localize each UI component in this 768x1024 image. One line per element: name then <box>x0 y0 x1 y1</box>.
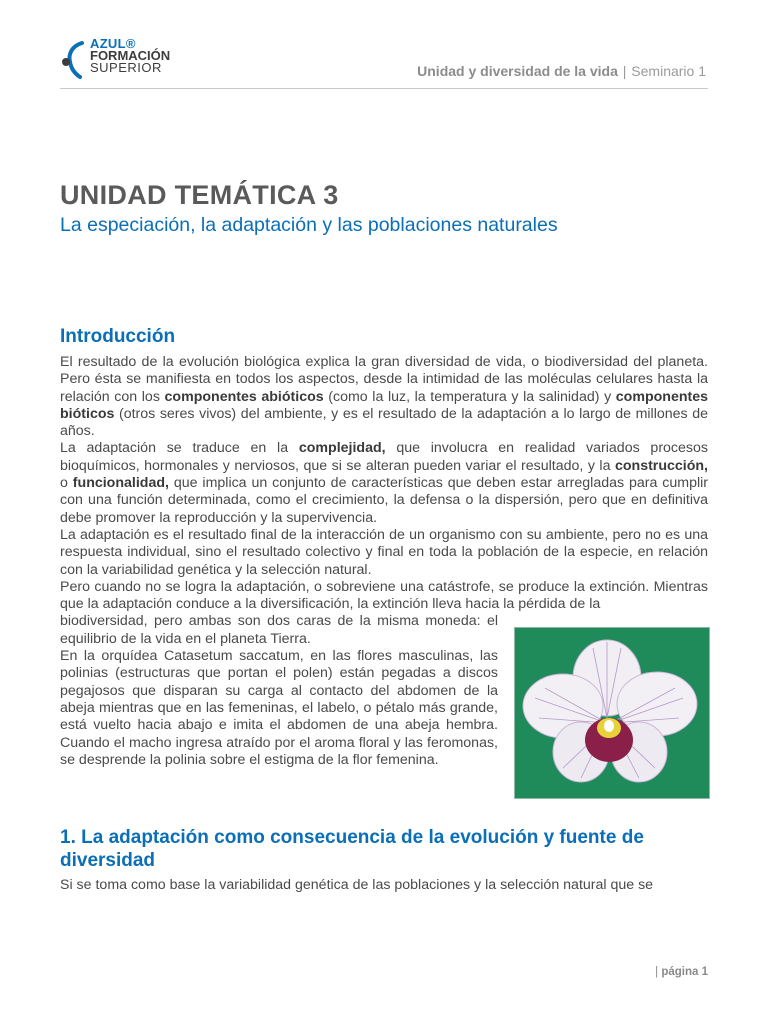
term-construccion: construcción, <box>614 457 708 474</box>
text-run: que implica un conjunto de características que deben estar arregladas para cumplir con una función determinada, como el crecimiento, la defensa o la dispersión, pero que en definitiva debe promover la reproducción y la supervivencia. <box>60 475 708 526</box>
text-run: (como la luz, la temperatura y la salinidad) y <box>323 388 616 405</box>
orchid-photo <box>514 627 710 799</box>
term-complejidad: complejidad, <box>298 440 386 457</box>
logo[interactable] <box>60 36 180 82</box>
text-run: que involucra en realidad variados procesos bioquímicos, hormonales y nerviosos, que si se alteran pueden variar el resultado, y la <box>60 440 708 474</box>
unit-subtitle: La especiación, la adaptación y las poblaciones naturales <box>60 214 558 236</box>
text-run: La adaptación se traduce en la <box>60 440 299 457</box>
logo-line-azul: AZUL® <box>90 36 136 51</box>
term-abioticos: componentes abióticos <box>164 388 324 405</box>
section-1-body <box>60 877 708 894</box>
page-number: página 1 <box>661 966 708 978</box>
seminar-label: Seminario 1 <box>631 63 706 79</box>
footer-separator: | <box>655 966 659 978</box>
orchid-lip <box>585 718 633 762</box>
section-1-heading: 1. La adaptación como consecuencia de la evolución y fuente de diversidad <box>60 827 644 871</box>
intro-paragraph-5: En la orquídea Catasetum saccatum, en las flores masculinas, las polinias (estructuras que portan el polen) están pegadas a discos pegajosos que disparan su carga al contacto del abdomen de la abeja mientras que en las femeninas, el labelo, o pétalo más grande, está vuelto hacia abajo e imita el abdomen de una abeja hembra. Cuando el macho ingresa atraído por el aroma floral y las feromonas, se desprende la polinia sobre el estigma de la flor femenina. <box>60 648 498 768</box>
intro-heading: Introducción <box>60 326 176 347</box>
intro-paragraph-2 <box>60 440 708 526</box>
running-header <box>417 63 706 79</box>
text-run: o <box>60 475 73 492</box>
text-run: (otros seres vivos) del ambiente, y es el resultado de la adaptación a lo largo de millones de años. <box>60 405 708 440</box>
intro-paragraph-3: La adaptación es el resultado final de la interacción de un organismo con su ambiente, pero no es una respuesta individual, sino el resultado colectivo y final en toda la población de la especie, en relación con la variabilidad genética y la selección natural. <box>60 526 708 578</box>
unit-title: UNIDAD TEMÁTICA 3 <box>60 180 339 210</box>
term-bioticos: componentes bióticos <box>60 388 709 422</box>
logo-line-superior: SUPERIOR <box>90 60 162 75</box>
header-separator: | <box>622 63 627 79</box>
logo-line-formacion: FORMACIÓN <box>90 48 171 63</box>
intro-paragraph-4: Pero cuando no se logra la adaptación, o sobreviene una catástrofe, se produce la extinción. Mientras que la adaptación conduce a la diversificación, la extinción lleva hacia la pérdida de la <box>60 578 708 613</box>
page-header <box>60 36 708 89</box>
section-1-paragraph-1: Si se toma como base la variabilidad genética de las poblaciones y la selección natural que se <box>60 877 654 893</box>
logo-mark-icon <box>60 40 86 80</box>
course-name: Unidad y diversidad de la vida <box>417 63 618 79</box>
intro-paragraph-1 <box>60 354 708 440</box>
page-footer <box>655 966 708 978</box>
intro-paragraph-4-continued: biodiversidad, pero ambas son dos caras de la misma moneda: el equilibrio de la vida en el planeta Tierra. <box>60 613 498 647</box>
term-funcionalidad: funcionalidad, <box>72 475 169 492</box>
text-run: El resultado de la evolución biológica explica la gran diversidad de vida, o biodiversidad del planeta. Pero ésta se manifiesta en todos los aspectos, desde la intimidad de las moléculas celulares hasta la relación con los <box>60 354 708 405</box>
logo-text <box>90 38 170 74</box>
